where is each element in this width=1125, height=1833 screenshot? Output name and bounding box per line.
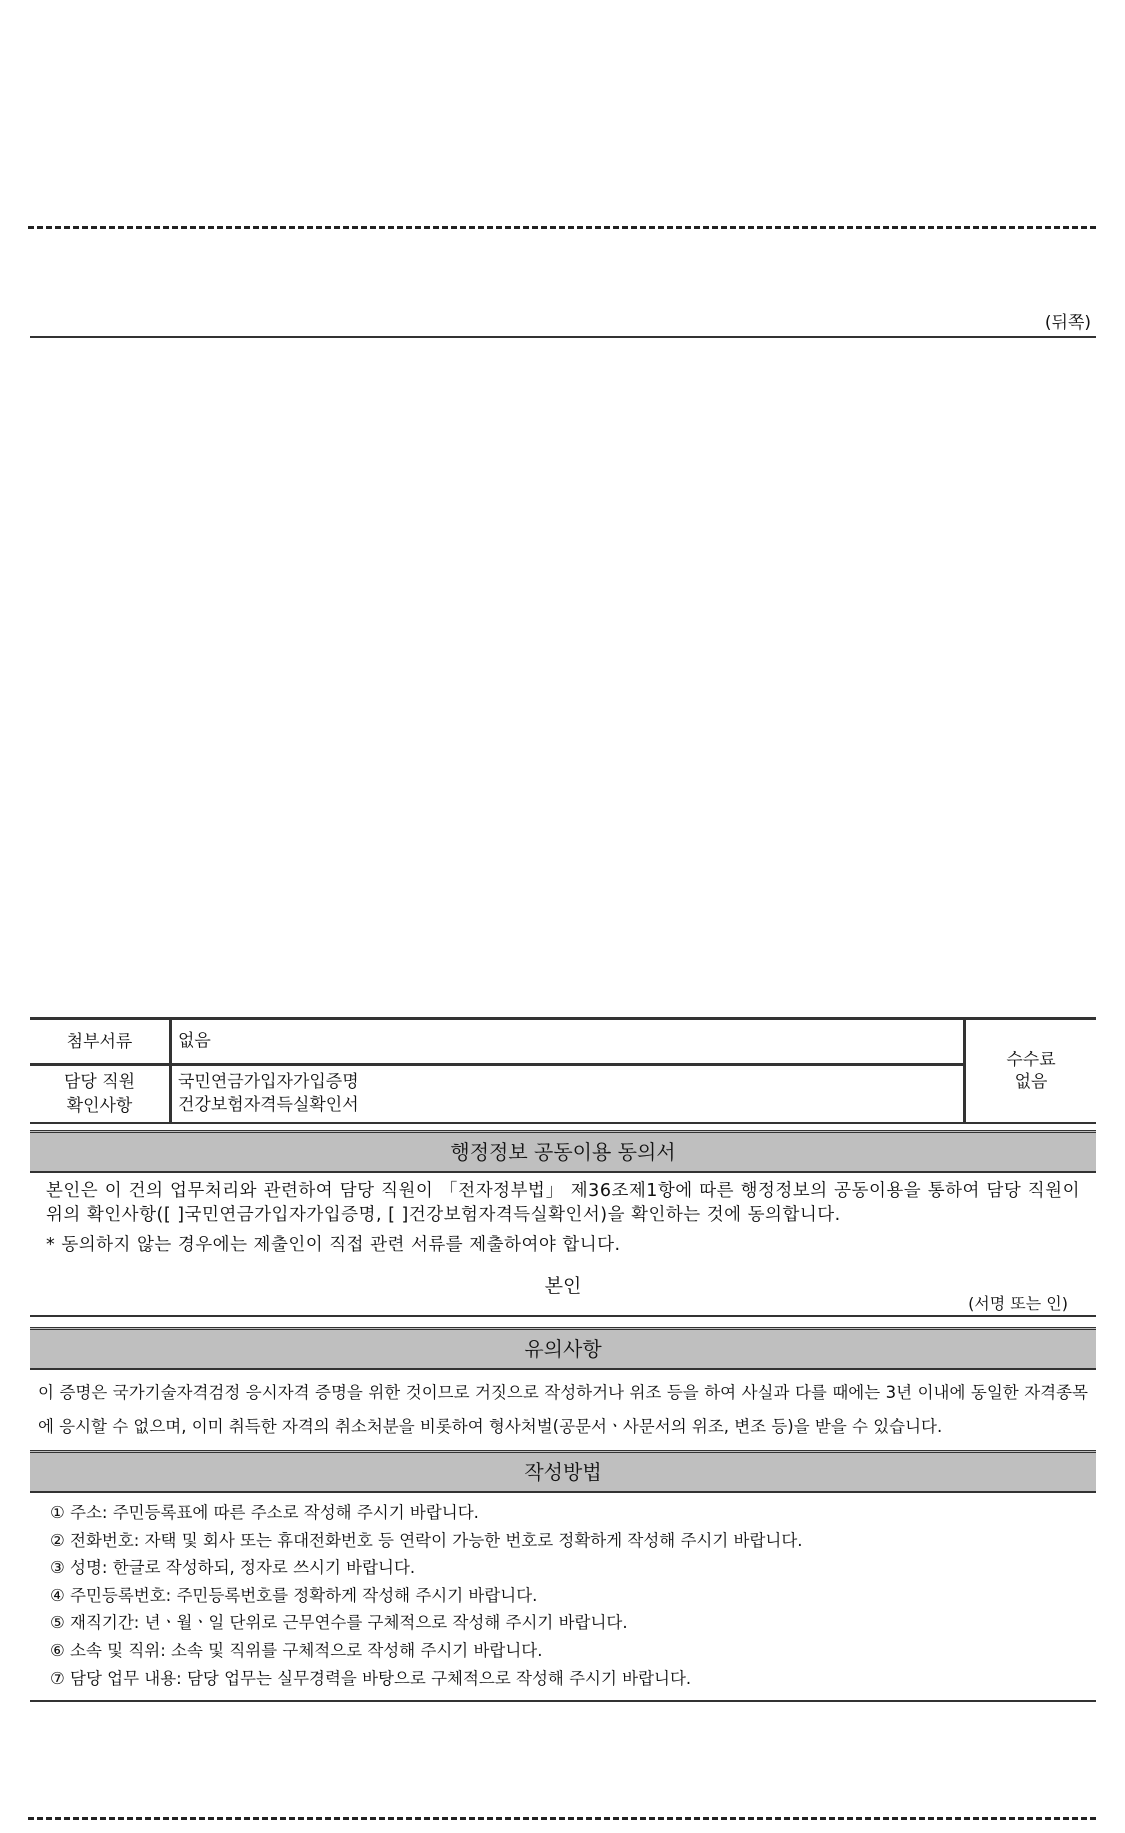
instruction-item: ⑥ 소속 및 직위: 소속 및 직위를 구체적으로 작성해 주시기 바랍니다. (50, 1640, 543, 1660)
attachments-label: 첨부서류 (30, 1019, 171, 1065)
cut-line-top (28, 226, 1096, 229)
staff-check-row (30, 1065, 1096, 1124)
signature-label: (서명 또는 인) (968, 1294, 1068, 1313)
top-rule (30, 336, 1096, 338)
instruction-item: ⑤ 재직기간: 년ㆍ월ㆍ일 단위로 근무연수를 구체적으로 작성해 주시기 바랍니다. (50, 1613, 628, 1633)
staff-check-label-line2: 확인사항 (66, 1096, 133, 1116)
attachments-value: 없음 (171, 1019, 965, 1065)
back-side-label: (뒤쪽) (1044, 313, 1091, 333)
cut-line-bottom (28, 1817, 1096, 1820)
instruction-item: ⑦ 담당 업무 내용: 담당 업무는 실무경력을 바탕으로 구체적으로 작성해 주시기 바랍니다. (50, 1668, 692, 1688)
attachments-row (30, 1019, 1096, 1065)
staff-check-items (171, 1065, 965, 1124)
self-label: 본인 (544, 1275, 582, 1297)
consent-title: 행정정보 공동이용 동의서 (30, 1130, 1096, 1173)
staff-check-item: 건강보험자격득실확인서 (178, 1095, 359, 1115)
instruction-item: ③ 성명: 한글로 작성하되, 정자로 쓰시기 바랍니다. (50, 1558, 416, 1578)
fee-label: 수수료 (1006, 1050, 1056, 1070)
consent-body: 본인은 이 건의 업무처리와 관련하여 담당 직원이 「전자정부법」 제36조제1항에 따른 행정정보의 공동이용을 통하여 담당 직원이 위의 확인사항([ ]국민연금가입자가입증명, [ ]건강보험자격득실확인서)을 확인하는 것에 동의합니다. (46, 1181, 1080, 1225)
consent-note: * 동의하지 않는 경우에는 제출인이 직접 관련 서류를 제출하여야 합니다. (46, 1235, 621, 1255)
fee-cell (965, 1019, 1097, 1124)
form-body (30, 1017, 1096, 1702)
instructions-list (30, 1493, 1096, 1702)
instruction-item: ② 전화번호: 자택 및 회사 또는 휴대전화번호 등 연락이 가능한 번호로 정확하게 작성해 주시기 바랍니다. (50, 1530, 803, 1550)
caution-body: 이 증명은 국가기술자격검정 응시자격 증명을 위한 것이므로 거짓으로 작성하거나 위조 등을 하여 사실과 다를 때에는 3년 이내에 동일한 자격종목에 응시할 수 없으며, 이미 취득한 자격의 취소처분을 비롯하여 형사처벌(공문서ㆍ사문서의 위조, 변조 등)을 받을 수 있습니다. (38, 1383, 1088, 1436)
staff-check-label-line1: 담당 직원 (63, 1072, 136, 1092)
signature-row (30, 1259, 1096, 1315)
instruction-item: ④ 주민등록번호: 주민등록번호를 정확하게 작성해 주시기 바랍니다. (50, 1585, 538, 1605)
staff-check-label (30, 1065, 171, 1124)
instruction-item: ① 주소: 주민등록표에 따른 주소로 작성해 주시기 바랍니다. (50, 1503, 479, 1522)
caution-title: 유의사항 (30, 1327, 1096, 1370)
instructions-title: 작성방법 (30, 1450, 1096, 1493)
fee-value: 없음 (1014, 1072, 1048, 1092)
info-table (30, 1017, 1096, 1124)
staff-check-item: 국민연금가입자가입증명 (178, 1072, 359, 1092)
